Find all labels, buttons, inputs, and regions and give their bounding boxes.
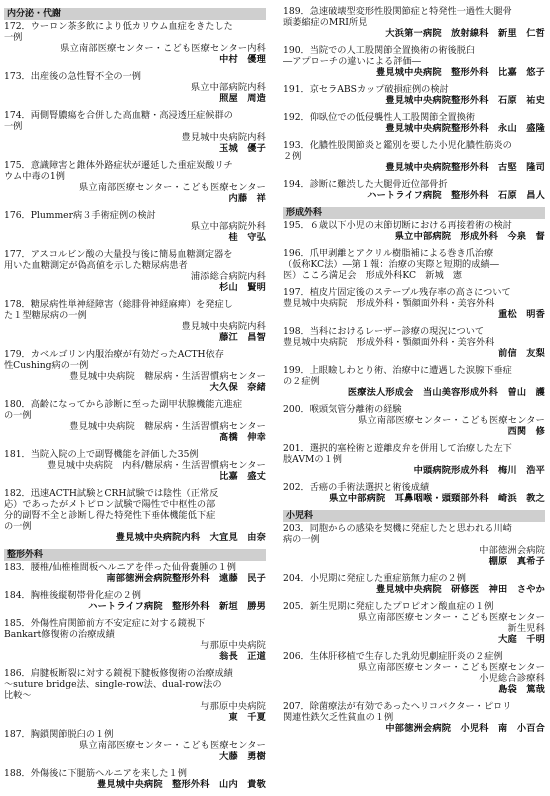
entry-authors: 内藤 祥: [228, 193, 266, 204]
entry-title-line: 207．除菌療法が有効であったヘリコバクター・ピロリ: [283, 701, 512, 712]
entry-title-line: ～suture bridge法、single-row法、dual-row法の: [4, 679, 222, 690]
entry-authors: 大藤 勇樹: [219, 751, 266, 762]
entry-title-line: 応）であったがメトピロン試験で陽性で中枢性の部: [4, 499, 216, 510]
entry-authors: 大久保 奈緒: [209, 382, 266, 393]
entry-title-line: 194．診断に難渋した大腿骨近位部骨折: [283, 179, 448, 190]
entry-title-line: 一例: [4, 121, 23, 132]
entry-affiliation: 豊見城中央病院内科: [181, 132, 266, 143]
entry-authors: 照屋 周造: [219, 93, 266, 104]
abstract-entry: [4, 349, 266, 393]
right-column: [283, 6, 545, 740]
entry-title-line: 178．糖尿病性単神経障害（総腓骨神経麻痺）を発症し: [4, 299, 233, 310]
entry-affiliation: 中部徳洲会病院: [479, 545, 545, 556]
abstract-entry: [4, 160, 266, 204]
abstract-entry: [4, 21, 266, 65]
abstract-entry: [283, 701, 545, 734]
entry-affiliation: 新生児科: [507, 623, 545, 634]
entry-title-line: ２例: [283, 151, 302, 162]
entry-title-line: 173．出産後の急性腎不全の一例: [4, 71, 141, 82]
abstract-entry: [283, 140, 545, 173]
abstract-entry: [283, 523, 545, 567]
entry-title-line: 200．喉頭気管分離術の経験: [283, 404, 402, 415]
entry-authors: 島袋 篤哉: [498, 684, 545, 695]
abstract-entry: [283, 84, 545, 106]
abstract-entry: [4, 768, 266, 790]
entry-title-line: 192．仰臥位での低侵襲性人工股関節全置換術: [283, 112, 476, 123]
entry-affiliation: 与那原中央病院: [200, 701, 266, 712]
entry-authors: ハートライフ病院 整形外科 新垣 勝男: [88, 601, 266, 612]
entry-title-line: 用いた血糖測定が偽高値を示した糖尿病患者: [4, 260, 188, 271]
entry-title-line: 179．カベルゴリン内服治療が有効だったACTH依存: [4, 349, 224, 360]
abstract-entry: [4, 668, 266, 723]
entry-title-line: 189．急速破壊型変形性股関節症と特発性一過性大腿骨: [283, 6, 512, 17]
entry-authors: 比嘉 盛丈: [219, 471, 266, 482]
entry-authors: 中頭病院形成外科 梅川 浩平: [413, 465, 545, 476]
entry-authors: 南部徳洲会病院整形外科 遠藤 民子: [106, 573, 266, 584]
entry-title-line: 202．舌癌の手術法選択と術後成績: [283, 482, 430, 493]
entry-authors: 豊見城中央病院 研修医 神田 さやか: [376, 584, 545, 595]
entry-title-line: （仮称KC法）―第１報：治療の実際と短期的成績―: [283, 259, 499, 270]
entry-authors: ハートライフ病院 整形外科 石原 昌人: [367, 190, 545, 201]
entry-authors: 棚原 真希子: [488, 556, 545, 567]
entry-title-line: 188．外傷後に下腿筋ヘルニアを来した１例: [4, 768, 187, 779]
abstract-entry: [283, 404, 545, 437]
abstract-entry: [4, 618, 266, 662]
entry-affiliation: 豊見城中央病院 内科/糖尿病・生活習慣病センター: [47, 460, 266, 471]
entry-authors: 玉城 優子: [219, 143, 266, 154]
entry-title-line: 195．６歳以下小児の末節切断における再接着術の検討: [283, 220, 512, 231]
entry-title-line: 一例: [4, 32, 23, 43]
entry-title-line: 頭萎縮症のMRI所見: [283, 17, 368, 28]
abstract-entry: [283, 365, 545, 398]
entry-title-line: ウム中毒の1例: [4, 171, 65, 182]
abstract-entry: [4, 299, 266, 343]
entry-title-line: 191．京セラABSカップ破損症例の検討: [283, 84, 449, 95]
entry-title-line: 172．ウーロン茶多飲により低カリウム血症をきたした: [4, 21, 233, 32]
abstract-entry: [4, 249, 266, 293]
abstract-entry: [283, 326, 545, 359]
entry-affiliation: 県立南部医療センター・こども医療センター: [78, 182, 266, 193]
entry-affiliation: 小児総合診療科: [479, 673, 545, 684]
entry-affiliation: 浦添総合病院内科: [190, 271, 266, 282]
entry-title-line: の一例: [4, 521, 32, 532]
entry-title-line: 分的副腎不全と診断し得た特発性下垂体機能低下症: [4, 510, 216, 521]
abstract-entry: [283, 601, 545, 645]
abstract-entry: [283, 248, 545, 281]
entry-authors: 桂 守弘: [228, 232, 266, 243]
entry-title-line: 185．外傷性肩関節前方不安定症に対する鏡視下: [4, 618, 206, 629]
entry-authors: 杉山 賢明: [219, 282, 266, 293]
section-header: 形成外科: [283, 207, 545, 219]
entry-title-line: 肢AVMの１例: [283, 454, 342, 465]
entry-title-line: 性Cushing病の一例: [4, 360, 89, 371]
abstract-entry: [4, 110, 266, 154]
entry-title-line: 比較～: [4, 690, 32, 701]
entry-affiliation: 県立南部医療センター・こども医療センター: [357, 612, 545, 623]
abstract-entry: [4, 590, 266, 612]
entry-title-line: 医）こころ満足会 形成外科KC 新城 憲: [283, 270, 463, 281]
entry-authors: 翁長 正道: [219, 651, 266, 662]
abstract-entry: [283, 573, 545, 595]
entry-title-line: 201．選択的塞栓術と遊離皮弁を併用して治療した左下: [283, 443, 512, 454]
entry-title-line: た１型糖尿病の一例: [4, 310, 87, 321]
entry-title-line: 193．化膿性股関節炎と鑑別を要した小児化膿性筋炎の: [283, 140, 512, 151]
section-header: 整形外科: [4, 549, 266, 561]
abstract-entry: [4, 449, 266, 482]
entry-title-line: 197．植皮片固定後のステープル残存率の高さについて: [283, 287, 511, 298]
entry-title-line: 190．当院での人工股関節全置換術の術後脱臼: [283, 45, 476, 56]
entry-title-line: 177．アスコルビン酸の大量投与後に簡易血糖測定器を: [4, 249, 233, 260]
entry-affiliation: 県立南部医療センター・こども医療センター: [357, 662, 545, 673]
entry-title-line: 関連性鉄欠乏性貧血の１例: [283, 712, 394, 723]
abstract-entry: [283, 220, 545, 242]
entry-authors: 大庭 千明: [498, 634, 545, 645]
abstract-entry: [4, 71, 266, 104]
abstract-entry: [4, 488, 266, 543]
entry-title-line: 174．両側腎膿瘍を合併した高血糖・高浸透圧症候群の: [4, 110, 233, 121]
entry-affiliation: 県立中部病院内科: [190, 82, 266, 93]
section-header: 小児科: [283, 510, 545, 522]
entry-title-line: 豊見城中央病院 形成外科・顎顔面外科・美容外科: [283, 298, 495, 309]
abstract-entry: [283, 112, 545, 134]
entry-title-line: 181．当院入院の上で副腎機能を評価した35例: [4, 449, 199, 460]
entry-title-line: 182．迅速ACTH試験とCRH試験では陰性（正常反: [4, 488, 219, 499]
entry-title-line: 187．胸鎖関節脱臼の１例: [4, 729, 114, 740]
abstract-entry: [4, 399, 266, 443]
entry-title-line: 175．意識障害と錐体外路症状が遷延した重症炭酸リチ: [4, 160, 233, 171]
abstract-entry: [283, 45, 545, 78]
abstract-entry: [283, 287, 545, 320]
entry-title-line: 205．新生児期に発症したプロピオン酸血症の１例: [283, 601, 494, 612]
entry-authors: 重松 明香: [498, 309, 545, 320]
entry-title-line: の一例: [4, 410, 32, 421]
entry-authors: 中村 優理: [219, 54, 266, 65]
entry-authors: 藤江 昌智: [219, 332, 266, 343]
entry-authors: 東 千夏: [228, 712, 266, 723]
entry-authors: 豊見城中央病院整形外科 永山 盛隆: [385, 123, 545, 134]
entry-title-line: の２症例: [283, 376, 320, 387]
entry-authors: 中部徳洲会病院 小児科 南 小百合: [385, 723, 545, 734]
entry-title-line: 豊見城中央病院 形成外科・顎顔面外科・美容外科: [283, 337, 495, 348]
entry-title-line: 196．爪甲剥離とアクリル樹脂補による巻き爪治療: [283, 248, 494, 259]
entry-authors: 豊見城中央病院内科 大宜見 由奈: [115, 532, 266, 543]
entry-title-line: 206．生体肝移植で生存した乳幼児劇症肝炎の２症例: [283, 651, 503, 662]
entry-title-line: ―アプローチの違いによる評価―: [283, 56, 421, 67]
entry-affiliation: 豊見城中央病院内科: [181, 321, 266, 332]
entry-affiliation: 県立南部医療センター・こども医療センター: [78, 740, 266, 751]
entry-title-line: 180．高齢になってから診断に至った副甲状腺機能亢進症: [4, 399, 243, 410]
entry-affiliation: 県立中部病院外科: [190, 221, 266, 232]
entry-affiliation: 豊見城中央病院 糖尿病・生活習慣病センター: [69, 421, 266, 432]
entry-title-line: 184．胸椎後縦靭帯骨化症の２例: [4, 590, 141, 601]
entry-title-line: 183．腰椎/仙椎椎間板ヘルニアを伴った仙骨嚢腫の１例: [4, 562, 236, 573]
entry-title-line: 198．当科におけるレーザー診療の現況について: [283, 326, 485, 337]
entry-authors: 県立中部病院 形成外科 今泉 督: [394, 231, 545, 242]
section-header: 内分泌・代謝: [4, 8, 266, 20]
abstract-entry: [4, 729, 266, 762]
entry-title-line: 203．同胞からの感染を契機に発症したと思われる川崎: [283, 523, 512, 534]
entry-authors: 西関 修: [507, 426, 545, 437]
abstract-entry: [4, 210, 266, 243]
entry-authors: 豊見城中央病院整形外科 石原 祐史: [385, 95, 545, 106]
entry-authors: 豊見城中央病院 整形外科 山内 貴敬: [97, 779, 266, 790]
entry-title-line: 204．小児期に発症した重症筋無力症の２例: [283, 573, 466, 584]
entry-affiliation: 豊見城中央病院 糖尿病・生活習慣病センター: [69, 371, 266, 382]
entry-affiliation: 与那原中央病院: [200, 640, 266, 651]
entry-authors: 豊見城中央病院整形外科 古堅 隆司: [385, 162, 545, 173]
abstract-entry: [283, 179, 545, 201]
entry-authors: 県立中部病院 耳鼻咽喉・頭頸部外科 崎浜 教之: [329, 493, 545, 504]
entry-affiliation: 県立南部医療センター・こども医療センター: [357, 415, 545, 426]
entry-authors: 髙橋 伸幸: [219, 432, 266, 443]
entry-authors: 豊見城中央病院 整形外科 比嘉 悠子: [376, 67, 545, 78]
abstract-entry: [283, 443, 545, 476]
entry-title-line: 病の一例: [283, 534, 320, 545]
entry-authors: 前信 友梨: [498, 348, 545, 359]
entry-title-line: 176．Plummer病３手術症例の検討: [4, 210, 156, 221]
abstract-entry: [4, 562, 266, 584]
entry-title-line: 186．肩腱板断裂に対する鏡視下腱板修復術の治療成績: [4, 668, 233, 679]
entry-title-line: 199．上眼瞼しわとり術、治療中に遭遇した涙腺下垂症: [283, 365, 512, 376]
entry-authors: 大浜第一病院 放射線科 新里 仁哲: [385, 28, 545, 39]
entry-affiliation: 県立南部医療センター・こども医療センター内科: [60, 43, 266, 54]
abstract-entry: [283, 651, 545, 695]
abstract-entry: [283, 482, 545, 504]
entry-title-line: Bankart修復術の治療成績: [4, 629, 115, 640]
left-column: [4, 6, 266, 796]
abstract-entry: [283, 6, 545, 39]
entry-authors: 医療法人形成会 当山美容形成外科 曽山 護: [347, 387, 545, 398]
